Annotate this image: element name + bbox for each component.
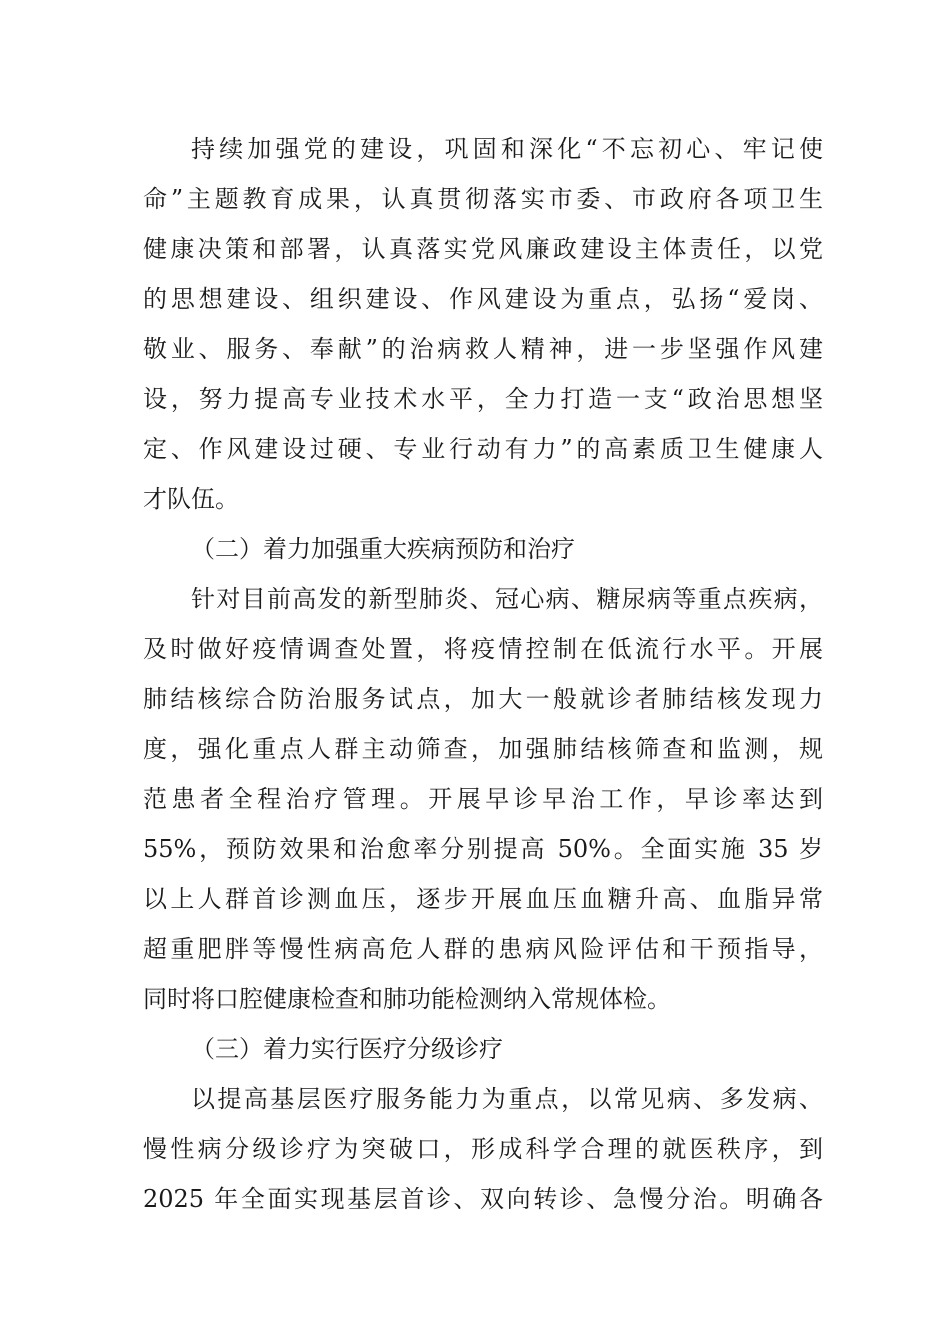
paragraph-line: 范患者全程治疗管理。开展早诊早治工作，早诊率达到 [143,785,823,813]
paragraph-line: 设，努力提高专业技术水平，全力打造一支“政治思想坚 [143,385,823,413]
paragraph-party-building [143,124,823,524]
paragraph-line: 及时做好疫情调查处置，将疫情控制在低流行水平。开展 [143,635,823,663]
paragraph-line: 以提高基层医疗服务能力为重点，以常见病、多发病、 [191,1085,823,1113]
paragraph-line: 55%，预防效果和治愈率分别提高 50%。全面实施 35 岁 [143,835,823,863]
paragraph-line: 度，强化重点人群主动筛查，加强肺结核筛查和监测，规 [143,735,823,763]
section-heading-disease-prevention: （二）着力加强重大疾病预防和治疗 [191,535,575,563]
paragraph-line: 同时将口腔健康检查和肺功能检测纳入常规体检。 [143,985,671,1013]
paragraph-line: 才队伍。 [143,485,239,513]
paragraph-disease-prevention [143,574,823,1024]
section-heading-tiered-diagnosis: （三）着力实行医疗分级诊疗 [191,1035,503,1063]
paragraph-line: 敬业、服务、奉献”的治病救人精神，进一步坚强作风建 [143,335,823,363]
paragraph-tiered-diagnosis [143,1074,823,1224]
paragraph-line: 命”主题教育成果，认真贯彻落实市委、市政府各项卫生 [143,185,823,213]
paragraph-line: 以上人群首诊测血压，逐步开展血压血糖升高、血脂异常 [143,885,823,913]
paragraph-line: 定、作风建设过硬、专业行动有力”的高素质卫生健康人 [143,435,823,463]
paragraph-line: 针对目前高发的新型肺炎、冠心病、糖尿病等重点疾病， [191,585,823,613]
paragraph-line: 健康决策和部署，认真落实党风廉政建设主体责任，以党 [143,235,823,263]
paragraph-line: 的思想建设、组织建设、作风建设为重点，弘扬“爱岗、 [143,285,823,313]
paragraph-line: 肺结核综合防治服务试点，加大一般就诊者肺结核发现力 [143,685,823,713]
paragraph-line: 持续加强党的建设，巩固和深化“不忘初心、牢记使 [191,135,823,163]
document-body [143,124,823,1224]
paragraph-line: 慢性病分级诊疗为突破口，形成科学合理的就医秩序，到 [143,1135,823,1163]
paragraph-line: 超重肥胖等慢性病高危人群的患病风险评估和干预指导， [143,935,823,963]
paragraph-line: 2025 年全面实现基层首诊、双向转诊、急慢分治。明确各 [143,1185,823,1213]
